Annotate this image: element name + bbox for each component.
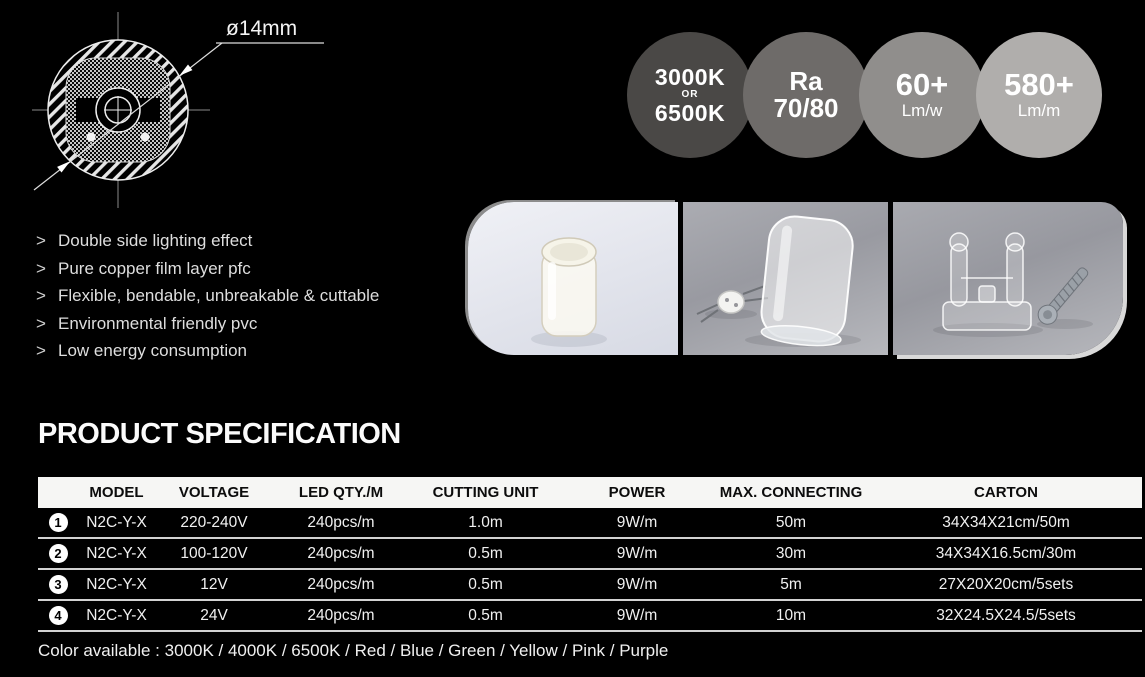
column-header-model: MODEL — [78, 477, 155, 508]
table-row — [38, 508, 1142, 538]
cutting-unit-cell: 0.5m — [409, 600, 562, 631]
table-row — [38, 600, 1142, 631]
silicone-end-cap-photo — [468, 202, 678, 355]
feature-item — [36, 227, 379, 255]
page-title: PRODUCT SPECIFICATION — [38, 418, 401, 450]
power-cell: 9W/m — [562, 569, 712, 600]
column-header-cutting-unit: CUTTING UNIT — [409, 477, 562, 508]
badge-cri — [743, 32, 869, 158]
row-number-cell — [38, 569, 78, 600]
badge-text: Lm/m — [1017, 101, 1061, 120]
color-availability-note: Color available : 3000K / 4000K / 6500K / Red / Blue / Green / Yellow / Pink / Purple — [38, 641, 669, 660]
feature-bullet: > — [36, 286, 46, 305]
mounting-clip-and-screw-photo — [893, 202, 1123, 355]
voltage-cell: 220-240V — [155, 508, 273, 538]
row-number-badge: 1 — [49, 513, 68, 532]
badge-text: 3000K — [654, 64, 726, 90]
max-connecting-cell: 30m — [712, 538, 870, 569]
row-number-cell — [38, 538, 78, 569]
badge-color-temperature — [627, 32, 753, 158]
feature-list — [36, 227, 379, 365]
max-connecting-cell: 10m — [712, 600, 870, 631]
feature-text: Double side lighting effect — [58, 231, 253, 250]
product-specification-section — [38, 418, 1142, 661]
carton-cell: 32X24.5X24.5/5sets — [870, 600, 1142, 631]
feature-text: Flexible, bendable, unbreakable & cuttable — [58, 286, 380, 305]
voltage-cell: 100-120V — [155, 538, 273, 569]
diameter-label: ø14mm — [226, 17, 298, 40]
column-header-blank — [38, 477, 78, 508]
screw — [1034, 263, 1093, 328]
voltage-cell: 24V — [155, 600, 273, 631]
model-cell: N2C-Y-X — [78, 600, 155, 631]
carton-cell: 27X20X20cm/5sets — [870, 569, 1142, 600]
clear-sleeve — [758, 214, 855, 349]
led-qty-cell: 240pcs/m — [273, 600, 409, 631]
badge-text: OR — [681, 89, 699, 100]
row-number-badge: 2 — [49, 544, 68, 563]
model-cell: N2C-Y-X — [78, 508, 155, 538]
model-cell: N2C-Y-X — [78, 569, 155, 600]
pin-connector-and-sleeve-photo — [683, 202, 888, 355]
carton-cell: 34X34X16.5cm/30m — [870, 538, 1142, 569]
column-header-voltage: VOLTAGE — [155, 477, 273, 508]
table-header-row — [38, 477, 1142, 508]
column-header-power: POWER — [562, 477, 712, 508]
row-number-badge: 3 — [49, 575, 68, 594]
badge-text: 60+ — [895, 67, 949, 102]
feature-bullet: > — [36, 258, 46, 278]
column-header-led-qty: LED QTY./M — [273, 477, 409, 508]
power-cell: 9W/m — [562, 538, 712, 569]
row-number-cell — [38, 508, 78, 538]
max-connecting-cell: 50m — [712, 508, 870, 538]
max-connecting-cell: 5m — [712, 569, 870, 600]
feature-bullet: > — [36, 231, 46, 250]
feature-item — [36, 255, 379, 283]
led-qty-cell: 240pcs/m — [273, 569, 409, 600]
badge-text: 70/80 — [773, 93, 839, 123]
led-qty-cell: 240pcs/m — [273, 538, 409, 569]
product-cross-section-diagram — [18, 6, 330, 212]
feature-item — [36, 337, 379, 365]
mounting-clip — [943, 233, 1031, 330]
table-row — [38, 569, 1142, 600]
row-number-cell — [38, 600, 78, 631]
badge-text: Ra — [789, 66, 823, 96]
spec-table — [38, 477, 1142, 632]
power-cell: 9W/m — [562, 508, 712, 538]
power-cell: 9W/m — [562, 600, 712, 631]
column-header-max-connecting: MAX. CONNECTING — [712, 477, 870, 508]
cutting-unit-cell: 1.0m — [409, 508, 562, 538]
cutting-unit-cell: 0.5m — [409, 569, 562, 600]
voltage-cell: 12V — [155, 569, 273, 600]
feature-item — [36, 282, 379, 310]
cutting-unit-cell: 0.5m — [409, 538, 562, 569]
led-qty-cell: 240pcs/m — [273, 508, 409, 538]
badge-efficacy — [859, 32, 985, 158]
badge-text: 6500K — [654, 100, 726, 126]
carton-cell: 34X34X21cm/50m — [870, 508, 1142, 538]
feature-text: Pure copper film layer pfc — [58, 258, 251, 278]
table-row — [38, 538, 1142, 569]
model-cell: N2C-Y-X — [78, 538, 155, 569]
accessory-photos — [468, 202, 1123, 355]
feature-bullet: > — [36, 341, 46, 360]
feature-text: Environmental friendly pvc — [58, 313, 258, 333]
feature-item — [36, 310, 379, 338]
badge-text: Lm/w — [901, 101, 943, 120]
feature-text: Low energy consumption — [58, 341, 248, 360]
badge-lumen-per-meter — [976, 32, 1102, 158]
column-header-carton: CARTON — [870, 477, 1142, 508]
row-number-badge: 4 — [49, 606, 68, 625]
feature-bullet: > — [36, 313, 46, 333]
badge-text: 580+ — [1004, 67, 1074, 102]
